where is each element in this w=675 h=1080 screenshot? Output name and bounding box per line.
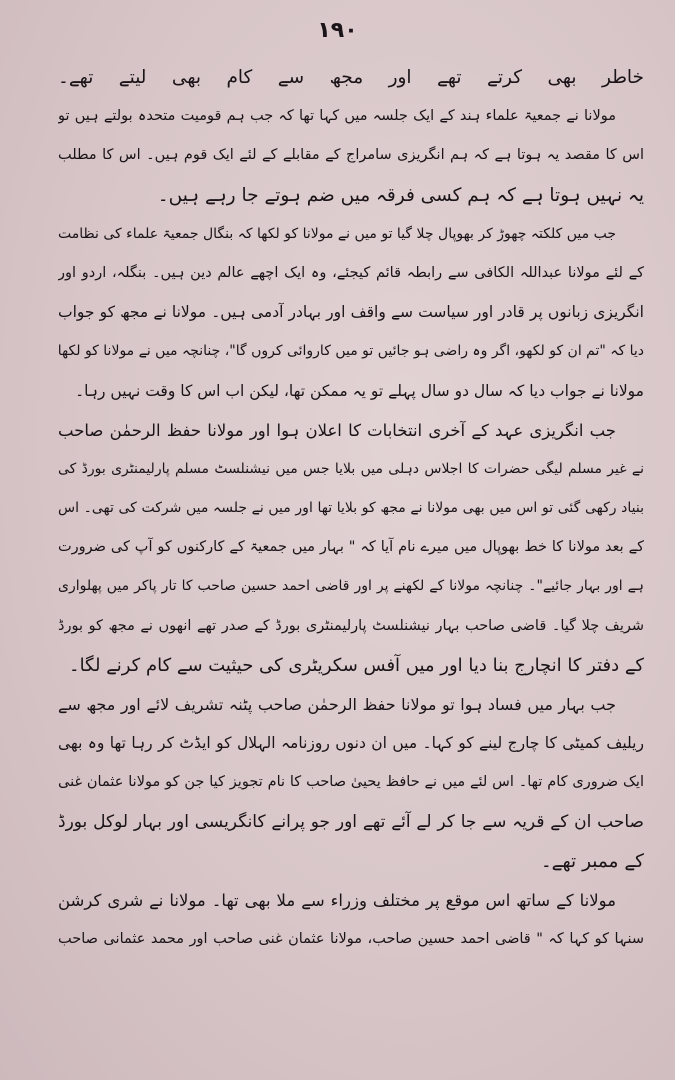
text-line: یہ نہیں ہوتا ہے کہ ہم کسی فرقہ میں ضم ہوتے جا رہے ہیں۔ xyxy=(157,184,644,206)
text-line: دیا کہ "تم ان کو لکھو، اگر وہ راضی ہو جائیں تو میں کاروائی کروں گا"، چنانچہ میں نے مولانا کو لکھا xyxy=(58,343,644,360)
text-line: مولانا نے جمعیۃ علماء ہند کے ایک جلسہ میں کہا تھا کہ جب ہم قومیت متحدہ بولتے ہیں تو xyxy=(58,108,616,125)
text-line: شریف چلا گیا۔ قاضی صاحب بہار نیشنلسٹ پارلیمنٹری بورڈ کے صدر تھے انھوں نے مجھ کو بورڈ xyxy=(58,617,644,634)
text-line: انگریزی زبانوں پر قادر اور سیاست سے واقف اور بہادر آدمی ہیں۔ مولانا نے مجھ کو جواب xyxy=(58,303,644,322)
text-line: بنیاد رکھی گئی تو اس میں بھی مولانا نے مجھ کو بلایا تھا اور میں نے جلسہ میں شرکت کی تھی۔ اس xyxy=(58,500,644,517)
text-line: مولانا نے جواب دیا کہ سال دو سال پہلے تو یہ ممکن تھا، لیکن اب اس کا وقت نہیں رہا۔ xyxy=(75,381,644,400)
text-line: جب انگریزی عہد کے آخری انتخابات کا اعلان ہوا اور مولانا حفظ الرحمٰن صاحب xyxy=(58,420,616,440)
text-line: جب بہار میں فساد ہوا تو مولانا حفظ الرحمٰن صاحب پٹنہ تشریف لائے اور مجھ سے xyxy=(58,695,616,714)
text-line: ایک ضروری کام تھا۔ اس لئے میں نے حافظ یحییٰ صاحب کا نام تجویز کیا جن کو مولانا عثمان غنی xyxy=(58,774,644,791)
page-body-text xyxy=(58,58,644,959)
text-line: کے دفتر کا انچارج بنا دیا اور میں آفس سکریٹری کی حیثیت سے کام کرنے لگا۔ xyxy=(69,654,644,676)
text-line: کے لئے مولانا عبداللہ الکافی سے رابطہ قائم کیجئے، وہ ایک اچھے عالم دین ہیں۔ بنگلہ، اردو اور xyxy=(58,264,644,281)
text-line: جب میں کلکتہ چھوڑ کر بھوپال چلا گیا تو میں نے مولانا کو لکھا کہ بنگال جمعیۃ علماء کی نظامت xyxy=(58,225,616,242)
text-line: کے بعد مولانا کا خط بھوپال میں میرے نام آیا کہ " بہار میں جمعیۃ کے کارکنوں کو آپ کی ضرورت xyxy=(58,539,644,556)
text-line: سنہا کو کہا کہ " قاضی احمد حسین صاحب، مولانا عثمان غنی صاحب اور محمد عثمانی صاحب xyxy=(58,931,644,948)
text-line: ریلیف کمیٹی کا چارج لینے کو کہا۔ میں ان دنوں روزنامہ الہلال کو ایڈٹ کر رہا تھا وہ بھی xyxy=(58,734,644,753)
page-number: ۱۹۰ xyxy=(317,18,358,43)
text-line: نے غیر مسلم لیگی حضرات کا اجلاس دہلی میں بلایا جس میں نیشنلسٹ مسلم پارلیمنٹری بورڈ کی xyxy=(58,460,644,477)
text-line: صاحب ان کے قریہ سے جا کر لے آئے تھے اور جو پرانے کانگریسی اور بہار لوکل بورڈ xyxy=(58,811,644,832)
text-line: مولانا کے ساتھ اس موقع پر مختلف وزراء سے ملا بھی تھا۔ مولانا نے شری کرشن xyxy=(58,890,616,910)
text-line: اس کا مقصد یہ ہوتا ہے کہ ہم انگریزی سامراج کے مقابلے کے لئے ایک قوم ہیں۔ اس کا مطلب xyxy=(58,147,644,164)
text-line: کے ممبر تھے۔ xyxy=(540,850,644,872)
text-line: ہے اور بہار جائیے"۔ چنانچہ مولانا کے لکھنے پر اور قاضی احمد حسین صاحب کا تار پاکر میں پھلواری xyxy=(58,578,644,595)
text-line: خاطر بھی کرتے تھے اور مجھ سے کام بھی لیتے تھے۔ xyxy=(58,67,644,88)
